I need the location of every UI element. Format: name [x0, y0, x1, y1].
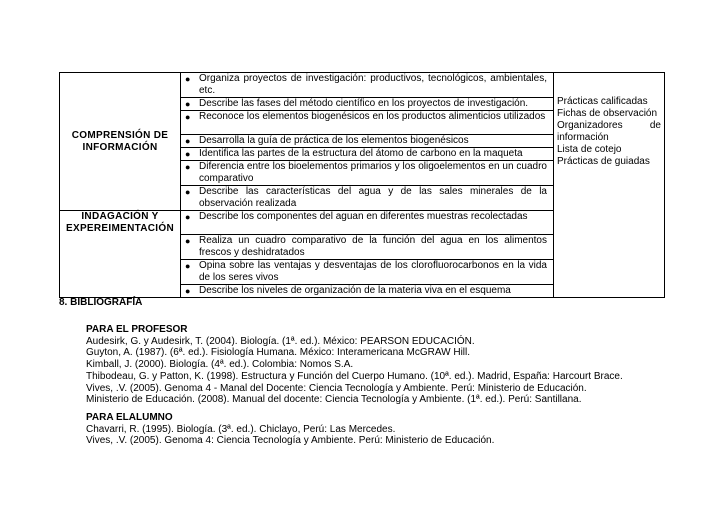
section-title-bibliografia: 8. BIBLIOGRAFÍA	[59, 297, 143, 308]
reference-item: Guyton, A. (1987). (6ª. ed.). Fisiología Humana. México: Interamericana McGRAW Hill.	[86, 347, 471, 359]
subsection-heading: PARA EL PROFESOR	[86, 324, 188, 335]
indicator-cell	[181, 98, 554, 111]
capacity-cell-indagacion	[60, 211, 181, 298]
instrument-item: Prácticas calificadas	[557, 96, 648, 107]
evaluation-table	[59, 72, 665, 298]
table-row	[60, 73, 665, 98]
instrument-item-part: de	[649, 120, 661, 131]
instrument-item-part: Organizadores	[557, 120, 623, 131]
indicator-text: Describe las fases del método científico en los proyectos de investigación.	[199, 98, 529, 109]
bibliography-teacher	[86, 324, 623, 406]
indicator-cell	[181, 186, 554, 211]
instrument-item: Lista de cotejo	[557, 144, 622, 155]
indicator-text: Identifica las partes de la estructura del átomo de carbono en la maqueta	[199, 148, 523, 159]
indicator-cell	[181, 211, 554, 235]
indicator-cell	[181, 135, 554, 148]
reference-item: Chavarri, R. (1995). Biología. (3ª. ed.). Chiclayo, Perú: Las Mercedes.	[86, 423, 396, 435]
reference-item: Vives, .V. (2005). Genoma 4 - Manal del Docente: Ciencia Tecnología y Ambiente. Perú: Ministerio de Educación.	[86, 382, 587, 394]
reference-item: Vives, .V. (2005). Genoma 4: Ciencia Tecnología y Ambiente. Perú: Ministerio de Educación.	[86, 435, 495, 447]
indicator-text: Reconoce los elementos biogenésicos en los productos alimenticios utilizados	[199, 111, 546, 122]
bullet-icon: ●	[185, 74, 191, 84]
indicator-text: Opina sobre las ventajas y desventajas de los clorofluorocarbonos en la vida de los seres vivos	[199, 260, 547, 283]
subsection-heading: PARA ELALUMNO	[86, 412, 173, 423]
instrument-item: Prácticas de guiadas	[557, 156, 650, 167]
bullet-icon: ●	[185, 149, 191, 159]
indicator-text: Diferencia entre los bioelementos primarios y los oligoelementos en un cuadro comparativo	[199, 161, 547, 184]
bullet-icon: ●	[185, 99, 191, 109]
indicator-text: Realiza un cuadro comparativo de la función del agua en los alimentos frescos y deshidratados	[199, 235, 547, 258]
bullet-icon: ●	[185, 162, 191, 172]
bullet-icon: ●	[185, 261, 191, 271]
bullet-icon: ●	[185, 112, 191, 122]
instrument-item: Fichas de observación	[557, 108, 658, 119]
reference-item: Thibodeau, G. y Patton, K. (1998). Estructura y Función del Cuerpo Humano. (10ª. ed.). Madrid, España: Harcourt Brace.	[86, 370, 623, 382]
indicator-text: Organiza proyectos de investigación: productivos, tecnológicos, ambientales, etc.	[199, 73, 547, 96]
capacity-cell-comprension	[60, 73, 181, 211]
bullet-icon: ●	[185, 212, 191, 222]
bibliography-student	[86, 412, 494, 447]
bullet-icon: ●	[185, 236, 191, 246]
indicator-cell	[181, 161, 554, 186]
indicator-text: Desarrolla la guía de práctica de los elementos biogenésicos	[199, 135, 469, 146]
reference-item: Audesirk, G. y Audesirk, T. (2004). Biología. (1ª. ed.). México: PEARSON EDUCACIÓN.	[86, 335, 475, 347]
bullet-icon: ●	[185, 136, 191, 146]
indicator-text: Describe las características del agua y de las sales minerales de la observación realizada	[199, 186, 547, 209]
capacity-label: COMPRENSIÓN DE INFORMACIÓN	[71, 129, 169, 153]
reference-item: Kimball, J. (2000). Biología. (4ª. ed.). Colombia: Nomos S.A.	[86, 359, 354, 371]
instrument-item: información	[557, 132, 609, 143]
indicator-cell	[181, 260, 554, 285]
indicator-text: Describe los niveles de organización de la materia viva en el esquema	[199, 285, 511, 296]
indicator-cell	[181, 285, 554, 298]
reference-item: Ministerio de Educación. (2008). Manual del docente: Ciencia Tecnología y Ambiente. (1ª. ed.). Perú: Santillana.	[86, 394, 582, 406]
indicator-text: Describe los componentes del aguan en diferentes muestras recolectadas	[199, 211, 528, 222]
capacity-label: INDAGACIÓN Y EXPEREIMENTACIÓN	[66, 211, 174, 234]
instrument-item	[557, 120, 661, 132]
indicator-cell	[181, 111, 554, 135]
indicator-cell	[181, 73, 554, 98]
bullet-icon: ●	[185, 286, 191, 296]
indicator-cell	[181, 148, 554, 161]
indicator-cell	[181, 235, 554, 260]
instruments-cell	[554, 73, 665, 298]
bullet-icon: ●	[185, 187, 191, 197]
